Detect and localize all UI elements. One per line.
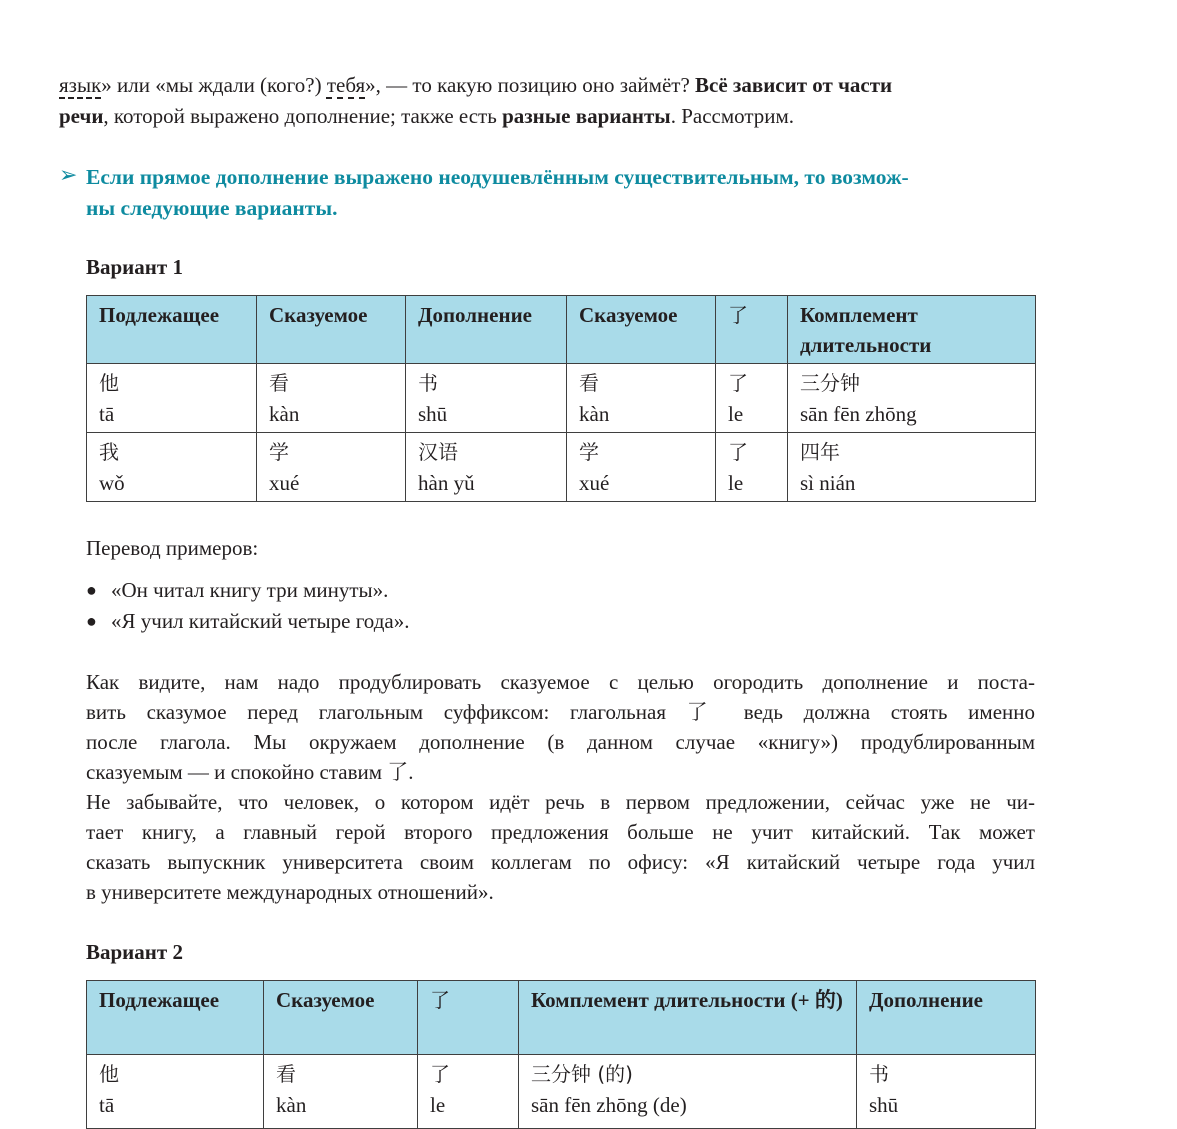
paragraph-line: вить сказумое перед глагольным суффиксом: глагольная 了 ведь должна стоять именно xyxy=(86,700,1035,724)
intro-word-yazyk: язык xyxy=(59,73,102,97)
hanzi: 学 xyxy=(579,440,599,464)
hanzi: 学 xyxy=(269,440,289,464)
explanation-paragraph xyxy=(86,667,1035,907)
pinyin: wǒ xyxy=(99,471,125,495)
paragraph-line: Как видите, нам надо продублировать сказуемое с целью огородить дополнение и поста- xyxy=(86,670,1035,694)
header-cell: Комплемент длительности (+ 的) xyxy=(519,981,857,1055)
header-cell: Подлежащее xyxy=(87,296,257,364)
intro-text: , которой выражено дополнение; также есть xyxy=(103,104,503,128)
header-cell: Подлежащее xyxy=(87,981,264,1055)
table-cell xyxy=(519,1055,857,1129)
pinyin: hàn yǔ xyxy=(418,471,475,495)
hanzi: 汉语 xyxy=(418,440,458,464)
intro-bold: речи xyxy=(59,104,104,128)
paragraph-line: после глагола. Мы окружаем дополнение (в данном случае «книгу») продублированным xyxy=(86,730,1035,754)
variant-1-table xyxy=(86,295,1036,502)
hanzi: 三分钟 xyxy=(800,371,860,395)
intro-text: . Рассмотрим. xyxy=(670,104,795,128)
pinyin: sān fēn zhōng (de) xyxy=(531,1093,687,1117)
table-header-row xyxy=(87,981,1036,1055)
pinyin: kàn xyxy=(276,1093,307,1117)
pinyin: xué xyxy=(269,471,300,495)
header-cell xyxy=(716,296,788,364)
table-cell xyxy=(87,1055,264,1129)
table-cell xyxy=(788,364,1036,433)
pinyin: sān fēn zhōng xyxy=(800,402,917,426)
hanzi: 他 xyxy=(99,1062,119,1086)
pinyin: le xyxy=(728,471,744,495)
header-le: 了 xyxy=(728,303,748,327)
rule-line-1: Если прямое дополнение выражено неодушевлённым существительным, то возмож- xyxy=(86,165,909,189)
table-cell xyxy=(264,1055,418,1129)
intro-line-1 xyxy=(59,72,892,98)
paragraph-line: тает книгу, а главный герой второго предложения больше не учит китайский. Так может xyxy=(86,820,1035,844)
table-cell xyxy=(567,433,716,502)
table-row xyxy=(87,364,1036,433)
pinyin: sì nián xyxy=(800,471,856,495)
header-le: 了 xyxy=(430,988,450,1012)
pinyin: tā xyxy=(99,402,115,426)
table-cell xyxy=(567,364,716,433)
hanzi: 书 xyxy=(418,371,438,395)
table-cell xyxy=(87,433,257,502)
header-cell: Дополнение xyxy=(406,296,567,364)
hanzi: 四年 xyxy=(800,440,840,464)
header-cell: Сказуемое xyxy=(257,296,406,364)
pinyin: le xyxy=(728,402,744,426)
header-cell: Дополнение xyxy=(857,981,1036,1055)
table-cell xyxy=(406,433,567,502)
hanzi: 了 xyxy=(728,440,748,464)
intro-line-2 xyxy=(59,103,794,129)
arrow-icon: ➢ xyxy=(59,163,78,188)
hanzi: 看 xyxy=(276,1062,296,1086)
hanzi: 看 xyxy=(579,371,599,395)
table-cell xyxy=(716,364,788,433)
paragraph-line: сказать выпускник университета своим коллегам по офису: «Я китайский четыре года учил xyxy=(86,850,1035,874)
table-cell xyxy=(406,364,567,433)
hanzi: 了 xyxy=(728,371,748,395)
intro-text: » или «мы ждали (кого?) xyxy=(101,73,327,97)
list-item-text: «Я учил китайский четыре года». xyxy=(111,609,410,633)
header-cell: Комплемент длительности xyxy=(788,296,1036,364)
pinyin: xué xyxy=(579,471,610,495)
pinyin: le xyxy=(430,1093,446,1117)
rule-line-2: ны следующие варианты. xyxy=(86,196,338,220)
hanzi: 了 xyxy=(430,1062,450,1086)
variant-2-title: Вариант 2 xyxy=(86,940,183,964)
paragraph-line: сказуемым — и спокойно ставим 了. xyxy=(86,760,414,784)
table-header-row xyxy=(87,296,1036,364)
pinyin: shū xyxy=(869,1093,899,1117)
paragraph-line: в университете международных отношений». xyxy=(86,880,494,904)
pinyin: shū xyxy=(418,402,448,426)
bullet-icon: ● xyxy=(86,580,97,600)
table-cell xyxy=(788,433,1036,502)
table-row xyxy=(87,1055,1036,1129)
header-cell: Сказуемое xyxy=(567,296,716,364)
list-item-text: «Он читал книгу три минуты». xyxy=(111,578,389,602)
intro-bold: разные варианты xyxy=(502,104,671,128)
table-cell xyxy=(418,1055,519,1129)
intro-word-tebya: тебя xyxy=(326,73,366,97)
table-cell xyxy=(257,433,406,502)
intro-text: », — то какую позицию оно займёт? xyxy=(365,73,696,97)
pinyin: tā xyxy=(99,1093,115,1117)
variant-2-table xyxy=(86,980,1036,1129)
header-cell: Сказуемое xyxy=(264,981,418,1055)
header-cell xyxy=(418,981,519,1055)
pinyin: kàn xyxy=(269,402,300,426)
table-cell xyxy=(257,364,406,433)
pinyin: kàn xyxy=(579,402,610,426)
intro-bold: Всё зависит от части xyxy=(695,73,893,97)
hanzi: 看 xyxy=(269,371,289,395)
hanzi: 我 xyxy=(99,440,119,464)
hanzi: 书 xyxy=(869,1062,889,1086)
table-cell xyxy=(857,1055,1036,1129)
paragraph-line: Не забывайте, что человек, о котором идёт речь в первом предложении, сейчас уже не чи- xyxy=(86,790,1035,814)
variant-1-title: Вариант 1 xyxy=(86,255,183,279)
hanzi: 三分钟 (的) xyxy=(531,1062,633,1086)
table-cell xyxy=(87,364,257,433)
table-cell xyxy=(716,433,788,502)
translation-label: Перевод примеров: xyxy=(86,536,259,560)
hanzi: 他 xyxy=(99,371,119,395)
bullet-icon: ● xyxy=(86,611,97,631)
table-row xyxy=(87,433,1036,502)
